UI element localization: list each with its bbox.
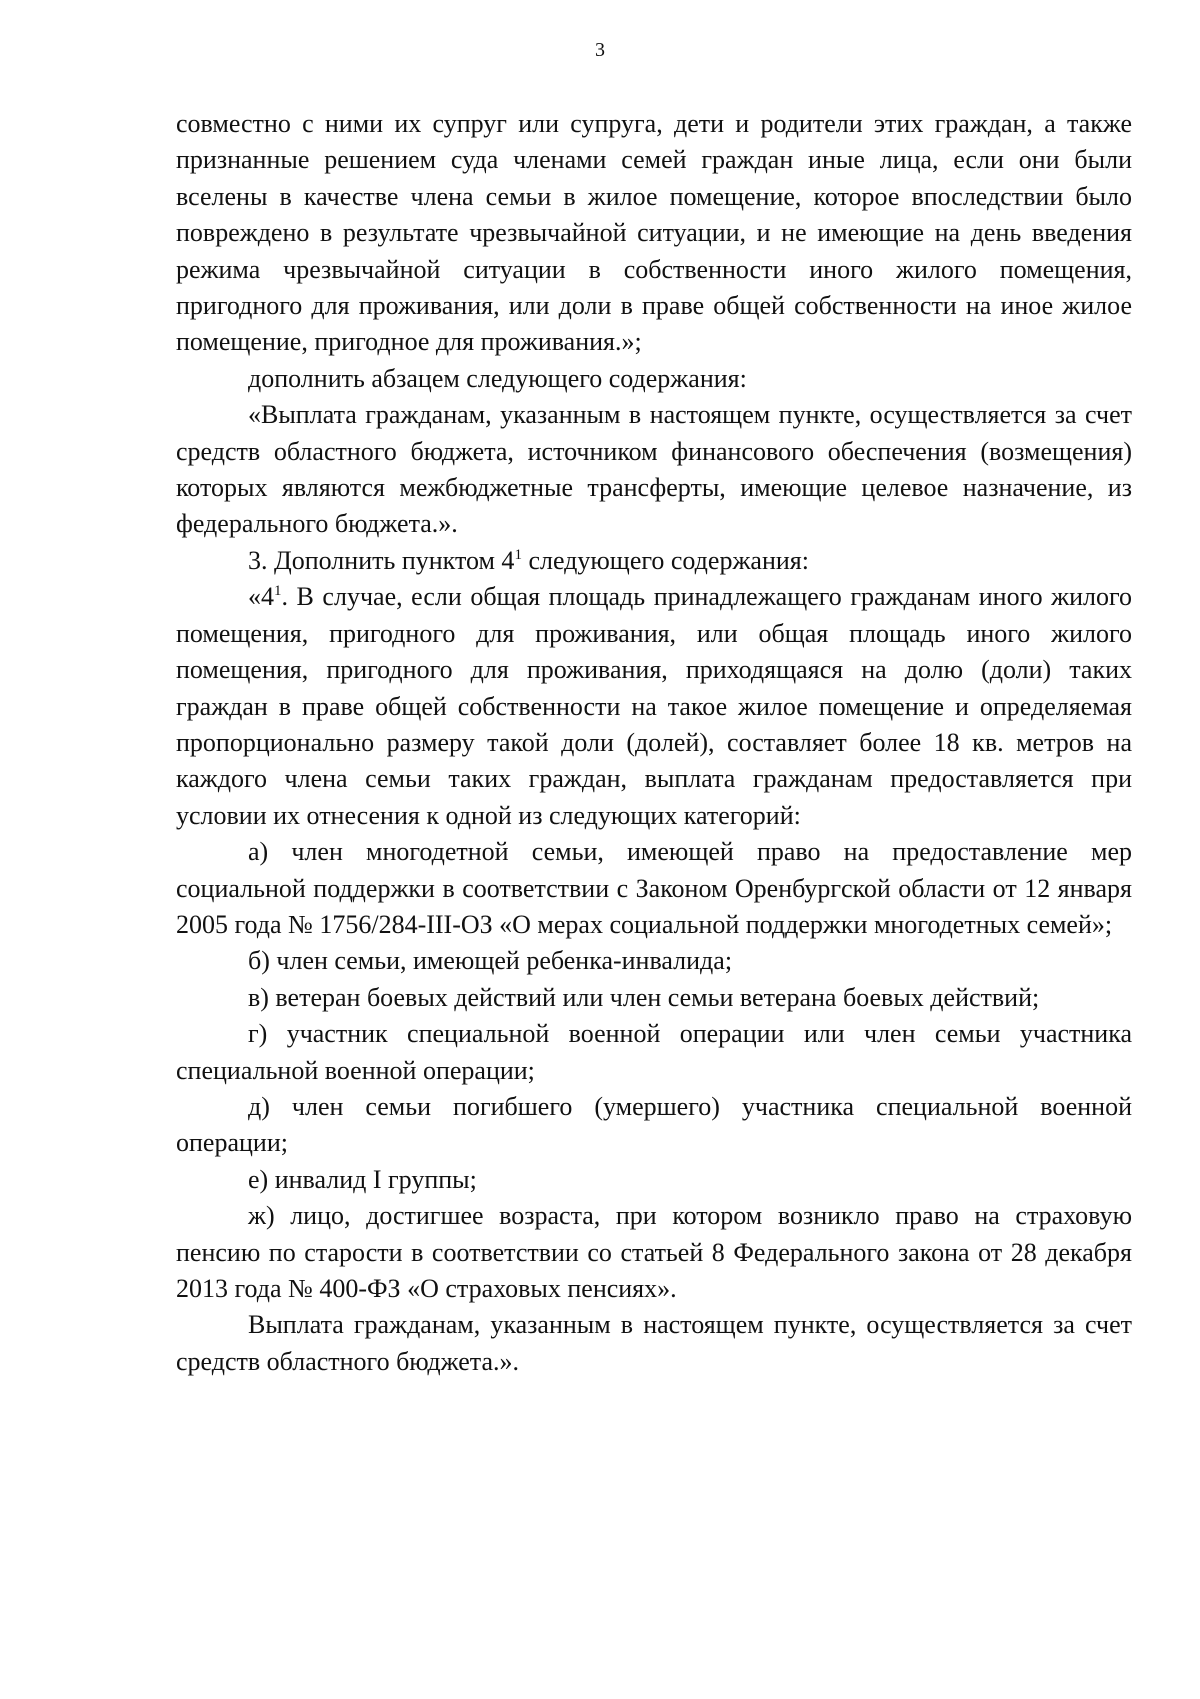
list-item-b: б) член семьи, имеющей ребенка-инвалида; [248,946,733,976]
superscript-one: 1 [274,583,282,600]
paragraph-regional-funding: Выплата гражданам, указанным в настоящем пункте, осуществляется за счет средств областного бюджета.». [176,1310,1132,1376]
list-item-e: е) инвалид I группы; [248,1164,477,1194]
list-item-v: в) ветеран боевых действий или член семьи ветерана боевых действий; [248,982,1040,1012]
clause-4-1-text: . В случае, если общая площадь принадлежащего гражданам иного жилого помещения, пригодного для проживания, или общая площадь иного жилого помещения, пригодного для проживания, приходящаяся на долю (доли) таких граждан в праве общей собственности на такое жилое помещение и определяемая пропорционально размеру такой доли (долей), составляет более 18 кв. метров на каждого члена семьи таких граждан, выплата гражданам предоставляется при условии их отнесения к одной из следующих категорий: [176,582,1132,830]
paragraph-amend-instruction: дополнить абзацем следующего содержания: [248,363,747,393]
clause-4-1-number: «4 [248,582,274,612]
paragraph-add-clause-text: 3. Дополнить пунктом 4 [248,545,515,575]
page-number: 3 [595,39,605,61]
list-item-zh: ж) лицо, достигшее возраста, при котором возникло право на страховую пенсию по старости в соответствии со статьей 8 Федерального закона от 28 декабря 2013 года № 400-ФЗ «О страховых пенсиях». [176,1201,1132,1303]
list-item-a: а) член многодетной семьи, имеющей право на предоставление мер социальной поддержки в соответствии с Законом Оренбургской области от 12 января 2005 года № 1756/284-III-ОЗ «О мерах социальной поддержки многодетных семей»; [176,837,1132,939]
paragraph-add-clause [176,543,1132,579]
superscript-one: 1 [514,546,522,563]
paragraph-add-clause-tail: следующего содержания: [521,545,809,575]
paragraph-clause-4-1 [176,579,1132,834]
paragraph-federal-funding: «Выплата гражданам, указанным в настоящем пункте, осуществляется за счет средств областного бюджета, источником финансового обеспечения (возмещения) которых являются межбюджетные трансферты, имеющие целевое назначение, из федерального бюджета.». [176,400,1132,539]
paragraph-eligible-persons: совместно с ними их супруг или супруга, дети и родители этих граждан, а также признанные решением суда членами семей граждан иные лица, если они были вселены в качестве члена семьи в жилое помещение, которое впоследствии было повреждено в результате чрезвычайной ситуации, и не имеющие на день введения режима чрезвычайной ситуации в собственности иного жилого помещения, пригодного для проживания, или доли в праве общей собственности на иное жилое помещение, пригодное для проживания.»; [176,109,1132,357]
document-body [176,106,1132,1380]
list-item-d: д) член семьи погибшего (умершего) участника специальной военной операции; [176,1091,1132,1158]
list-item-g: г) участник специальной военной операции или член семьи участника специальной военной операции; [176,1019,1132,1085]
